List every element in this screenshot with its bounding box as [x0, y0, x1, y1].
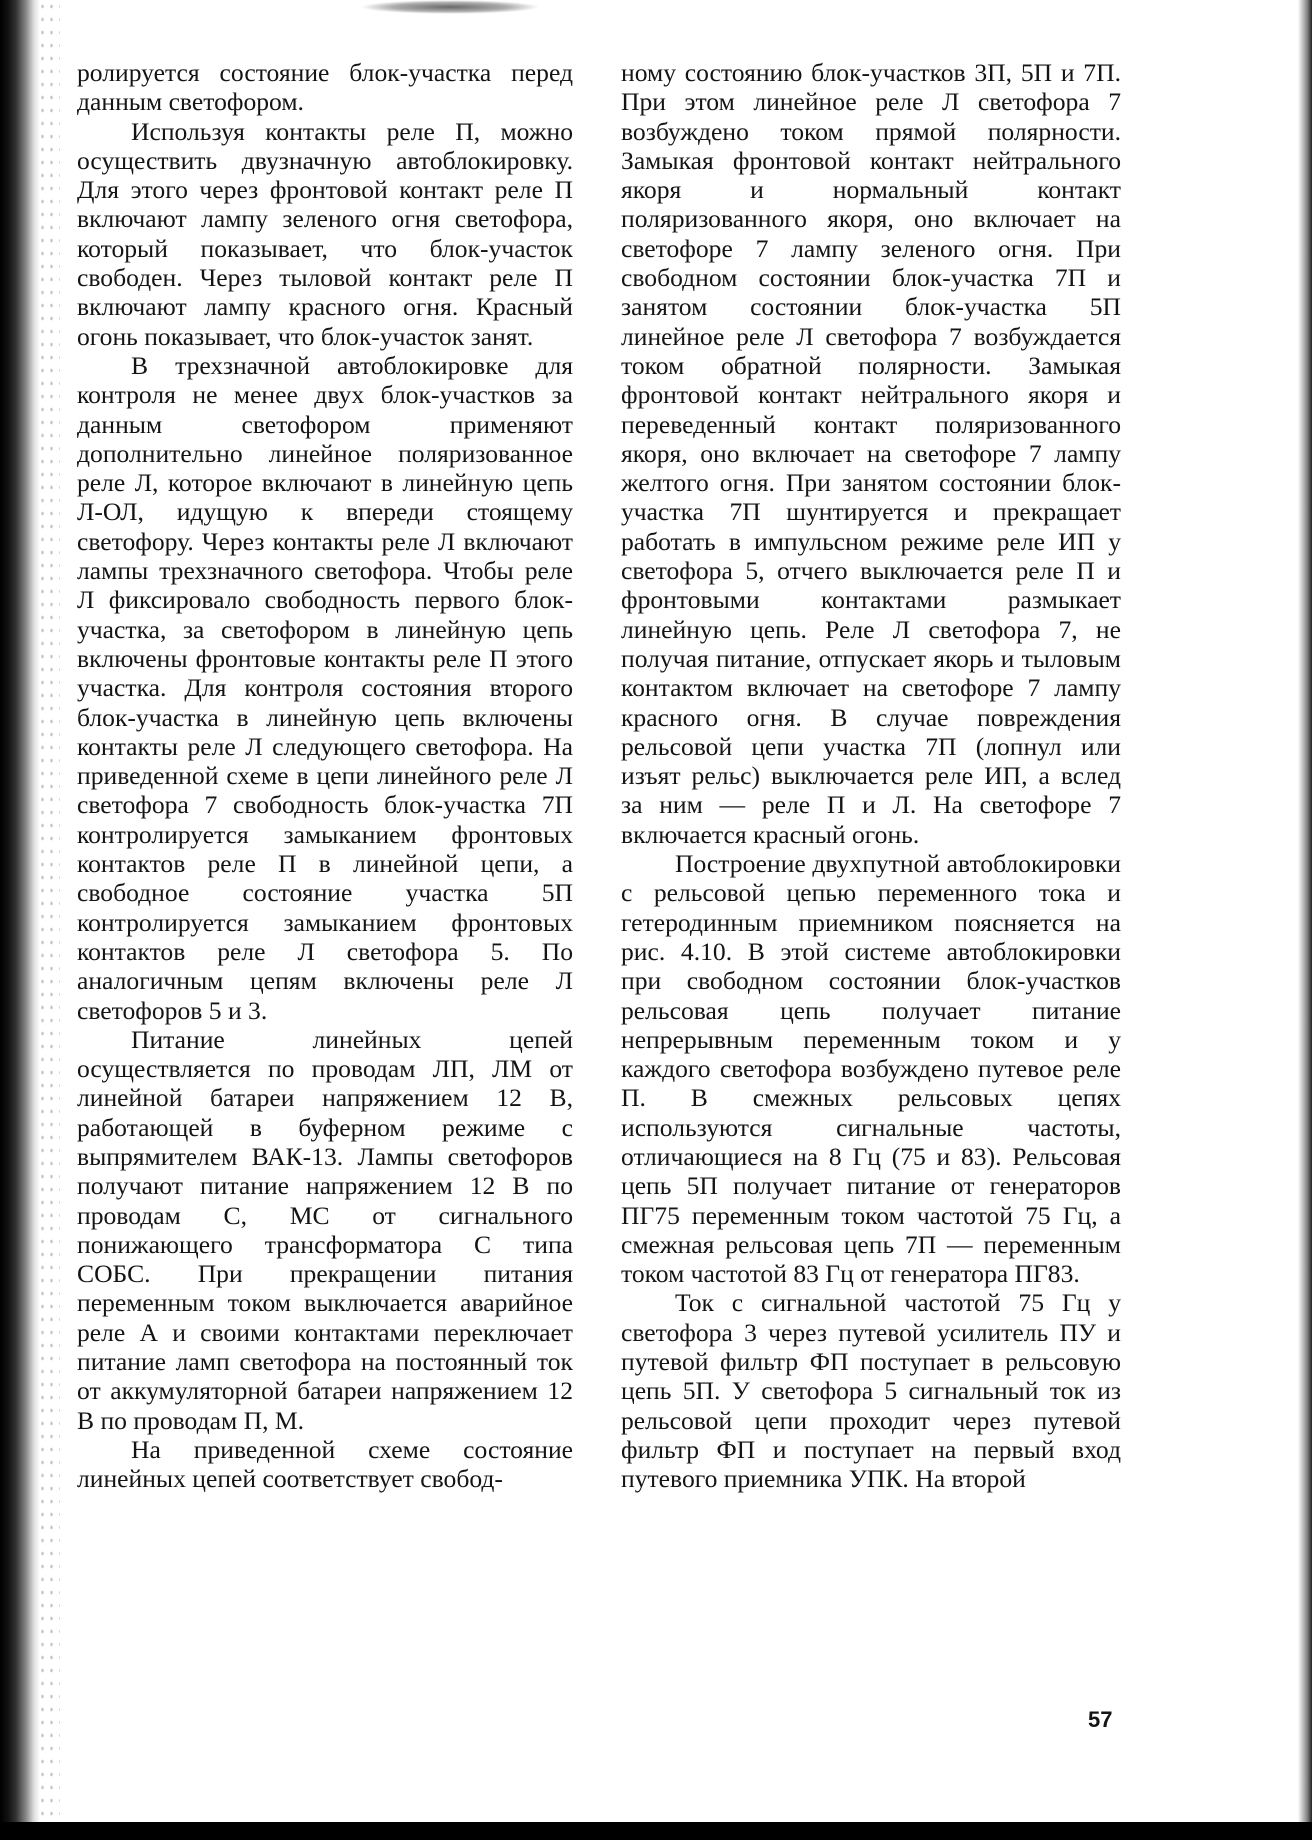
paragraph: Питание линейных цепей осуществляется по проводам ЛП, ЛМ от линейной батареи напряжением 12 В, работающей в буферном режиме с выпрямителем ВАК-13. Лампы светофоров получают питание напряжением 12 В по проводам С, МС от сигнального понижающего трансформатора С типа СОБС. При прекращении питания переменным током выключается аварийное реле А и своими контактами переключает питание ламп светофора на постоянный ток от аккумуляторной батареи напряжением 12 В по проводам П, М.: [77, 1024, 573, 1435]
page-left-scan-shadow: [0, 0, 40, 1840]
paragraph: В трехзначной автоблокировке для контроля не менее двух блок-участков за данным светофором применяют дополнительно линейное поляризованное реле Л, которое включают в линейную цепь Л-ОЛ, идущую к впереди стоящему светофору. Через контакты реле Л включают лампы трехзначного светофора. Чтобы реле Л фиксировало свободность первого блок-участка, за светофором в линейную цепь включены фронтовые контакты реле П этого участка. Для контроля состояния второго блок-участка в линейную цепь включены контакты реле Л следующего светофора. На приведенной схеме в цепи линейного реле Л светофора 7 свободность блок-участка 7П контролируется замыканием фронтовых контактов реле П в линейной цепи, а свободное состояние участка 5П контролируется замыканием фронтовых контактов реле Л светофора 5. По аналогичным цепям включены реле Л светофоров 5 и 3.: [77, 350, 573, 1025]
page-left-scan-noise: [38, 0, 60, 1840]
paragraph: Ток с сигнальной частотой 75 Гц у светофора 3 через путевой усилитель ПУ и путевой фильтр ФП поступает в рельсовую цепь 5П. У светофора 5 сигнальный ток из рельсовой цепи проходит через путевой фильтр ФП и поступает на первый вход путевого приемника УПК. На второй: [621, 1288, 1121, 1494]
page-number: 57: [1088, 1707, 1113, 1732]
scan-smudge: [360, 0, 540, 14]
paragraph: Используя контакты реле П, можно осуществить двузначную автоблокировку. Для этого через фронтовой контакт реле П включают лампу зеленого огня светофора, который показывает, что блок-участок свободен. Через тыловой контакт реле П включают лампу красного огня. Красный огонь показывает, что блок-участок занят.: [77, 116, 573, 351]
text-column-right: [621, 58, 1121, 1494]
paragraph: ному состоянию блок-участков 3П, 5П и 7П. При этом линейное реле Л светофора 7 возбуждено током прямой полярности. Замыкая фронтовой контакт нейтрального якоря и нормальный контакт поляризованного якоря, оно включает на светофоре 7 лампу зеленого огня. При свободном состоянии блок-участка 7П и занятом состоянии блок-участка 5П линейное реле Л светофора 7 возбуждается током обратной полярности. Замыкая фронтовой контакт нейтрального якоря и переведенный контакт поляризованного якоря, оно включает на светофоре 7 лампу желтого огня. При занятом состоянии блок-участка 7П шунтируется и прекращает работать в импульсном режиме реле ИП у светофора 5, отчего выключается реле П и фронтовыми контактами размыкает линейную цепь. Реле Л светофора 7, не получая питание, отпускает якорь и тыловым контактом включает на светофоре 7 лампу красного огня. В случае повреждения рельсовой цепи участка 7П (лопнул или изъят рельс) выключается реле ИП, а вслед за ним — реле П и Л. На светофоре 7 включается красный огонь.: [621, 58, 1121, 849]
paragraph: ролируется состояние блок-участка перед данным светофором.: [77, 58, 573, 117]
page-right-scan-edge: [1298, 0, 1312, 1840]
text-column-left: [77, 58, 573, 1494]
paragraph: Построение двухпутной автоблокировки с рельсовой цепью переменного тока и гетеродинным приемником поясняется на рис. 4.10. В этой системе автоблокировки при свободном состоянии блок-участков рельсовая цепь получает питание непрерывным переменным током и у каждого светофора возбуждено путевое реле П. В смежных рельсовых цепях используются сигнальные частоты, отличающиеся на 8 Гц (75 и 83). Рельсовая цепь 5П получает питание от генераторов ПГ75 переменным током частотой 75 Гц, а смежная рельсовая цепь 7П — переменным током частотой 83 Гц от генератора ПГ83.: [621, 849, 1121, 1289]
paragraph: На приведенной схеме состояние линейных цепей соответствует свобод-: [77, 1434, 573, 1494]
scan-bottom-border: [0, 1822, 1312, 1840]
